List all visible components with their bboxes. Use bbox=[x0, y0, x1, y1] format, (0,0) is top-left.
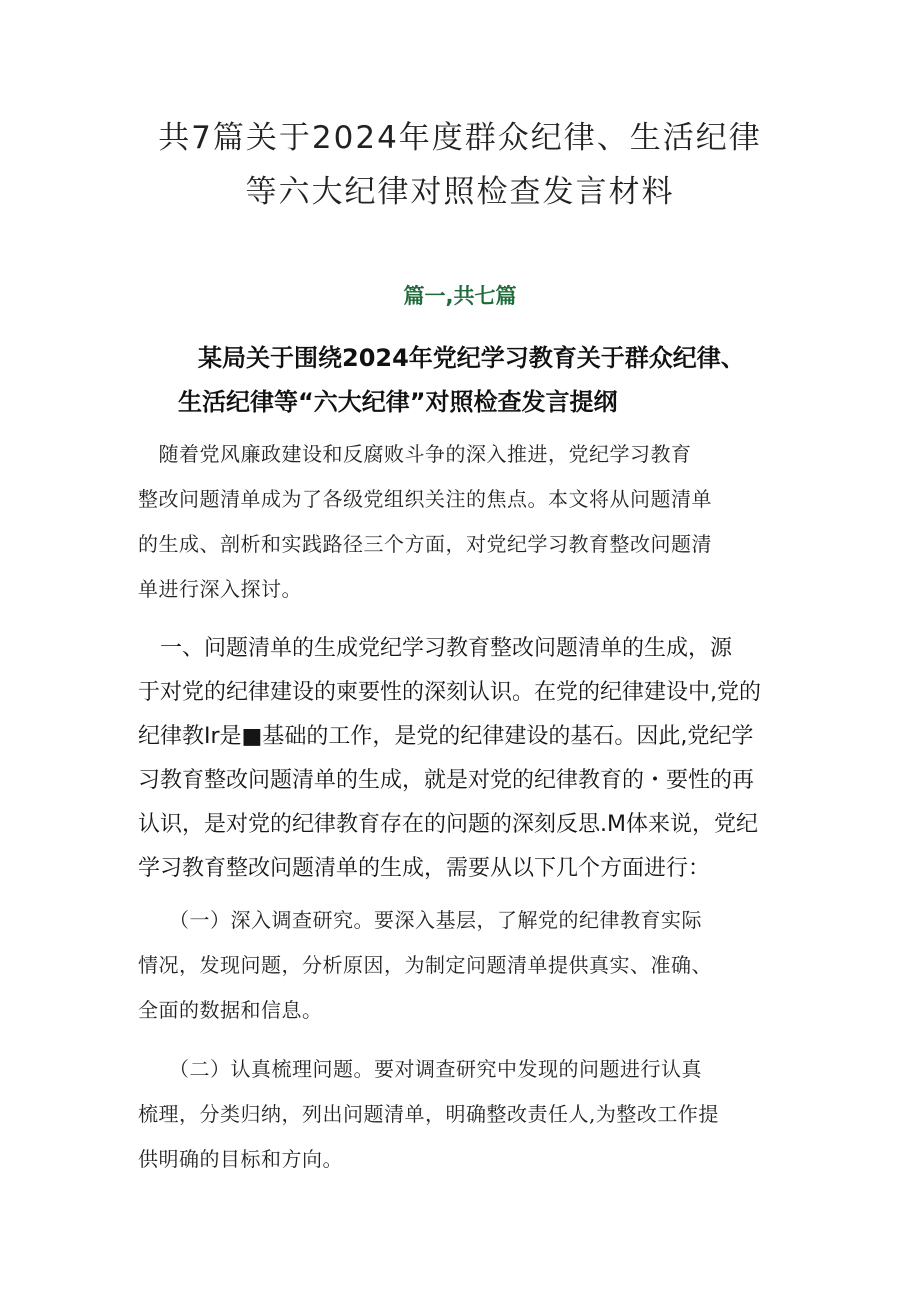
item-1-line: （一）深入调查研究。要深入基层，了解党的纪律教育实际 bbox=[138, 908, 702, 932]
section-1-line: 于对党的纪律建设的柬要性的深刻认识。在党的纪律建设中,党的 bbox=[138, 680, 761, 705]
intro-line: 的生成、剖析和实践路径三个方面，对党纪学习教育整改问题清 bbox=[138, 532, 712, 556]
subtitle-line-1: 某局关于围绕2024年党纪学习教育关于群众纪律、 bbox=[198, 344, 745, 372]
section-1-paragraph bbox=[138, 627, 808, 891]
intro-line: 单进行深入探讨。 bbox=[138, 577, 302, 601]
document-title-line-2: 等六大纪律对照检查发言材料 bbox=[245, 174, 675, 210]
item-1-line: 全面的数据和信息。 bbox=[138, 998, 323, 1022]
document-title-line-1: 共7篇关于2024年度群众纪律、生活纪律 bbox=[158, 120, 762, 156]
section-1-line: 认识，是对党的纪律教育存在的问题的深刻反思.M体来说，党纪 bbox=[138, 812, 758, 837]
subtitle-line-2: 生活纪律等“六大纪律”对照检查发言提纲 bbox=[178, 388, 618, 416]
item-2-line: 梳理，分类归纳，列出问题清单，明确整改责任人,为整改工作提 bbox=[138, 1102, 719, 1126]
section-label: 篇一,共七篇 bbox=[403, 284, 517, 308]
item-2-paragraph bbox=[138, 1047, 798, 1182]
intro-line: 随着党风廉政建设和反腐败斗争的深入推进，党纪学习教育 bbox=[138, 442, 692, 466]
section-1-line: 纪律教Ir是■基础的工作，是党的纪律建设的基石。因此,党纪学 bbox=[138, 724, 754, 749]
item-1-paragraph bbox=[138, 898, 798, 1033]
section-1-line: 习教育整改问题清单的生成，就是对党的纪律教育的・要性的再 bbox=[138, 768, 755, 793]
item-1-line: 情况，发现问题，分析原因，为制定问题清单提供真实、准确、 bbox=[138, 953, 712, 977]
intro-paragraph bbox=[138, 432, 798, 612]
section-1-line: 学习教育整改问题清单的生成，需要从以下几个方面进行： bbox=[138, 856, 711, 881]
item-2-line: （二）认真梳理问题。要对调查研究中发现的问题进行认真 bbox=[138, 1057, 702, 1081]
intro-line: 整改问题清单成为了各级党组织关注的焦点。本文将从问题清单 bbox=[138, 487, 712, 511]
section-1-line: 一、问题清单的生成党纪学习教育整改问题清单的生成，源 bbox=[138, 636, 733, 661]
item-2-line: 供明确的目标和方向。 bbox=[138, 1147, 343, 1171]
